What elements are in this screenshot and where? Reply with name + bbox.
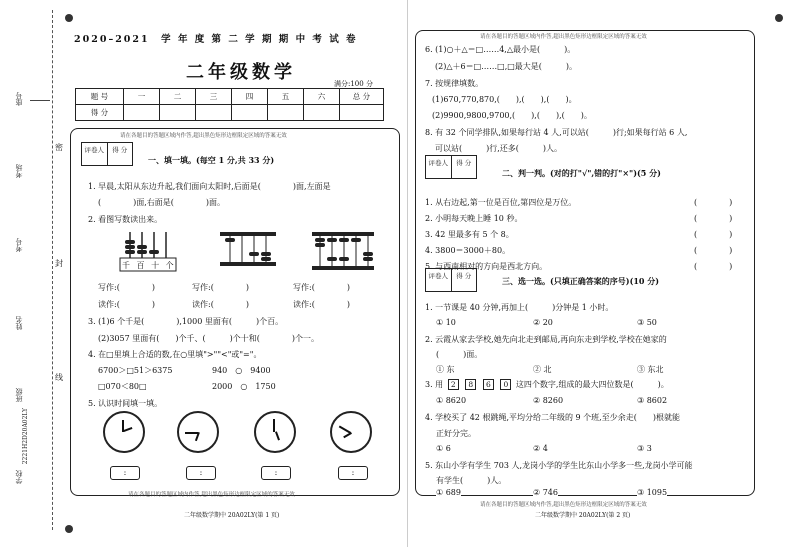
choice3-prefix: 3. 用 — [425, 380, 444, 389]
choice4-opt-b[interactable]: ② 4 — [533, 444, 548, 453]
notice-bottom-2: 请在各题目的答题区域内作答,超出黑色矩形边框限定区域的答案无效 — [480, 502, 647, 508]
page2-footer: 二年级数学期中 20A02LY(第 2 页) — [535, 512, 631, 519]
score-blank[interactable] — [232, 105, 268, 121]
q4-item-2: 940 ○ 9400 — [212, 366, 271, 375]
sidebar-class: 班级 — [15, 388, 23, 402]
score-cell: 四 — [232, 89, 268, 105]
q7-line1: (1)670,770,870,( ),( ),( )。 — [432, 95, 577, 104]
score-cell: 五 — [268, 89, 304, 105]
time-answer-1[interactable]: : — [110, 466, 140, 480]
grader-box-3 — [425, 268, 477, 292]
notice-top-2: 请在各题目的答题区域内作答,超出黑色矩形边框限定区域的答案无效 — [480, 34, 647, 40]
q8-line1: 8. 有 32 个同学排队,如果每行站 4 人,可以站( )行;如果每行站 6 人, — [425, 128, 688, 137]
exam-year-title: 2020–2021 学 年 度 第 二 学 期 期 中 考 试 卷 — [74, 34, 358, 45]
notice-bottom: 请在各题目的答题区域内作答,超出黑色矩形边框限定区域的答案无效 — [128, 492, 295, 498]
clock-3 — [254, 411, 296, 453]
choice2-opt-a[interactable]: ① 东 — [436, 365, 455, 374]
q6-line2: (2)△＋6＝□……□,□最大是( )。 — [435, 62, 578, 71]
time-answer-4[interactable]: : — [338, 466, 368, 480]
time-answer-2[interactable]: : — [186, 466, 216, 480]
choice3-opt-a[interactable]: ① 8620 — [436, 396, 467, 405]
punch-hole — [775, 14, 783, 22]
section2-title: 二、判一判。(对的打"√",错的打"×")(5 分) — [502, 168, 661, 178]
q4-text: 4. 在□里填上合适的数,在○里填">""<"或"="。 — [88, 350, 262, 359]
page-divider — [407, 0, 408, 547]
q6-line1: 6. (1)○＋△＝□……4,△最小是( )。 — [425, 45, 576, 54]
page1-footer: 二年级数学期中 20A02LY(第 1 页) — [184, 512, 280, 519]
sidebar-exam-no: 考号 — [15, 238, 23, 252]
score-label: 得 分 — [456, 159, 472, 167]
write-3[interactable]: 写作:( ) — [293, 283, 350, 292]
choice3-text — [425, 379, 669, 390]
q4-item-4: 2000 ○ 1750 — [212, 382, 276, 391]
sidebar-code: 2221H2D20A02LY — [22, 408, 29, 465]
choice1-text: 1. 一节课是 40 分钟,再加上( )分钟是 1 小时。 — [425, 303, 614, 312]
score-blank[interactable] — [124, 105, 160, 121]
judge-answer-5[interactable]: ( ) — [694, 262, 733, 271]
abacus-2 — [218, 228, 278, 274]
choice5-opt-a[interactable]: ① 689 — [436, 488, 461, 497]
section3-title: 三、选一选。(只填正确答案的序号)(10 分) — [502, 276, 660, 286]
choice4-opt-a[interactable]: ① 6 — [436, 444, 451, 453]
score-blank[interactable] — [196, 105, 232, 121]
grader-label: 评卷人 — [426, 269, 452, 291]
choice4-line1: 4. 学校买了 42 根跳绳,平均分给二年级的 9 个班,至少余走( )根就能 — [425, 413, 680, 422]
q7-line2: (2)9900,9800,9700,( ),( ),( )。 — [432, 111, 592, 120]
clock-1 — [103, 411, 145, 453]
fold-word: 封 — [55, 259, 63, 268]
grader-box — [81, 142, 133, 166]
choice2-opt-b[interactable]: ② 北 — [533, 365, 552, 374]
q1-line1: 1. 早晨,太阳从东边升起,我们面向太阳时,后面是( )面,左面是 — [88, 182, 331, 191]
judge-answer-2[interactable]: ( ) — [694, 214, 733, 223]
digit-card: 2 — [448, 379, 459, 390]
choice4-opt-c[interactable]: ③ 3 — [637, 444, 652, 453]
fold-word: 密 — [55, 143, 63, 152]
q3-line1: 3. (1)6 个千是( ),1000 里面有( )个百。 — [88, 317, 284, 326]
punch-hole — [65, 525, 73, 533]
choice3-opt-c[interactable]: ③ 8602 — [637, 396, 668, 405]
q3-line2: (2)3057 里面有( )个千、( )个十和( )个一。 — [98, 334, 319, 343]
sidebar-school: 学校 — [15, 470, 23, 484]
grader-label: 评卷人 — [82, 143, 108, 165]
choice3-opt-b[interactable]: ② 8260 — [533, 396, 564, 405]
judge-2: 2. 小明每天晚上睡 10 秒。 — [425, 214, 523, 223]
write-2[interactable]: 写作:( ) — [192, 283, 249, 292]
score-cell: 总 分 — [340, 89, 384, 105]
sidebar-underline — [30, 100, 50, 101]
score-blank[interactable] — [304, 105, 340, 121]
choice5-opt-c[interactable]: ③ 1095 — [637, 488, 668, 497]
q5-text: 5. 认识时间填一填。 — [88, 399, 163, 408]
sidebar-seat: 座号 — [15, 92, 23, 106]
choice1-opt-b[interactable]: ② 20 — [533, 318, 553, 327]
clock-2 — [177, 411, 219, 453]
abacus-3 — [310, 228, 376, 274]
judge-5: 5. 与西南相对的方向是西北方向。 — [425, 262, 548, 271]
sidebar-name: 姓名 — [15, 316, 23, 330]
clock-4 — [330, 411, 372, 453]
choice2-line1: 2. 云霞从家去学校,她先向北走到邮局,再向东走到学校,学校在她家的 — [425, 335, 667, 344]
punch-hole — [65, 14, 73, 22]
score-label: 得 分 — [112, 146, 128, 154]
digit-card: 6 — [483, 379, 494, 390]
score-blank[interactable] — [268, 105, 304, 121]
q7-text: 7. 按规律填数。 — [425, 79, 484, 88]
full-score: 满分:100 分 — [334, 80, 373, 88]
binding-line — [52, 10, 53, 530]
judge-answer-1[interactable]: ( ) — [694, 198, 733, 207]
q1-line2: ( )面,右面是( )面。 — [98, 198, 226, 207]
choice2-opt-c[interactable]: ③ 东北 — [637, 365, 664, 374]
judge-1: 1. 从右边起,第一位是百位,第四位是万位。 — [425, 198, 577, 207]
read-3[interactable]: 读作:( ) — [293, 300, 350, 309]
section1-title: 一、填一填。(每空 1 分,共 33 分) — [148, 155, 275, 165]
q4-item-1: 6700＞□51＞6375 — [98, 366, 173, 375]
score-blank[interactable] — [160, 105, 196, 121]
score-table-value-row — [76, 105, 384, 121]
digit-card: 0 — [500, 379, 511, 390]
score-cell: 六 — [304, 89, 340, 105]
score-table — [75, 88, 384, 121]
q8-line2: 可以站( )行,还多( )人。 — [435, 144, 563, 153]
read-1[interactable]: 读作:( ) — [98, 300, 155, 309]
score-label: 得 分 — [456, 272, 472, 280]
q2-text: 2. 看图写数读出来。 — [88, 215, 163, 224]
q4-item-3: □070＜80□ — [98, 382, 147, 391]
choice3-suffix: 这四个数字,组成的最大四位数是( )。 — [515, 380, 669, 389]
subject-title: 二年级数学 — [186, 62, 296, 83]
judge-3: 3. 42 里最多有 5 个 8。 — [425, 230, 514, 239]
choice1-opt-a[interactable]: ① 10 — [436, 318, 456, 327]
choice2-line2: ( )面。 — [436, 350, 483, 359]
judge-answer-4[interactable]: ( ) — [694, 246, 733, 255]
judge-answer-3[interactable]: ( ) — [694, 230, 733, 239]
write-1[interactable]: 写作:( ) — [98, 283, 155, 292]
read-2[interactable]: 读作:( ) — [192, 300, 249, 309]
score-cell: 二 — [160, 89, 196, 105]
choice4-line2: 正好分完。 — [436, 429, 476, 438]
choice5-opt-b[interactable]: ② 746 — [533, 488, 558, 497]
digit-card: 8 — [465, 379, 476, 390]
abacus-place-label: 千 百 十 个 — [122, 261, 176, 270]
grader-label: 评卷人 — [426, 156, 452, 178]
time-answer-3[interactable]: : — [261, 466, 291, 480]
choice1-opt-c[interactable]: ③ 50 — [637, 318, 657, 327]
fold-word: 线 — [55, 373, 63, 382]
score-cell: 一 — [124, 89, 160, 105]
score-row-label: 得 分 — [76, 105, 124, 121]
score-table-header-row — [76, 89, 384, 105]
sidebar-room: 考场 — [15, 164, 23, 178]
score-cell: 题 号 — [76, 89, 124, 105]
choice5-line1: 5. 东山小学有学生 703 人,龙岗小学的学生比东山小学多一些,龙岗小学可能 — [425, 461, 693, 470]
score-cell: 三 — [196, 89, 232, 105]
grader-box-2 — [425, 155, 477, 179]
judge-4: 4. 3800＝3000＋80。 — [425, 246, 511, 255]
notice-top: 请在各题目的答题区域内作答,超出黑色矩形边框限定区域的答案无效 — [120, 133, 287, 139]
choice5-line2: 有学生( )人。 — [436, 476, 507, 485]
score-blank[interactable] — [340, 105, 384, 121]
